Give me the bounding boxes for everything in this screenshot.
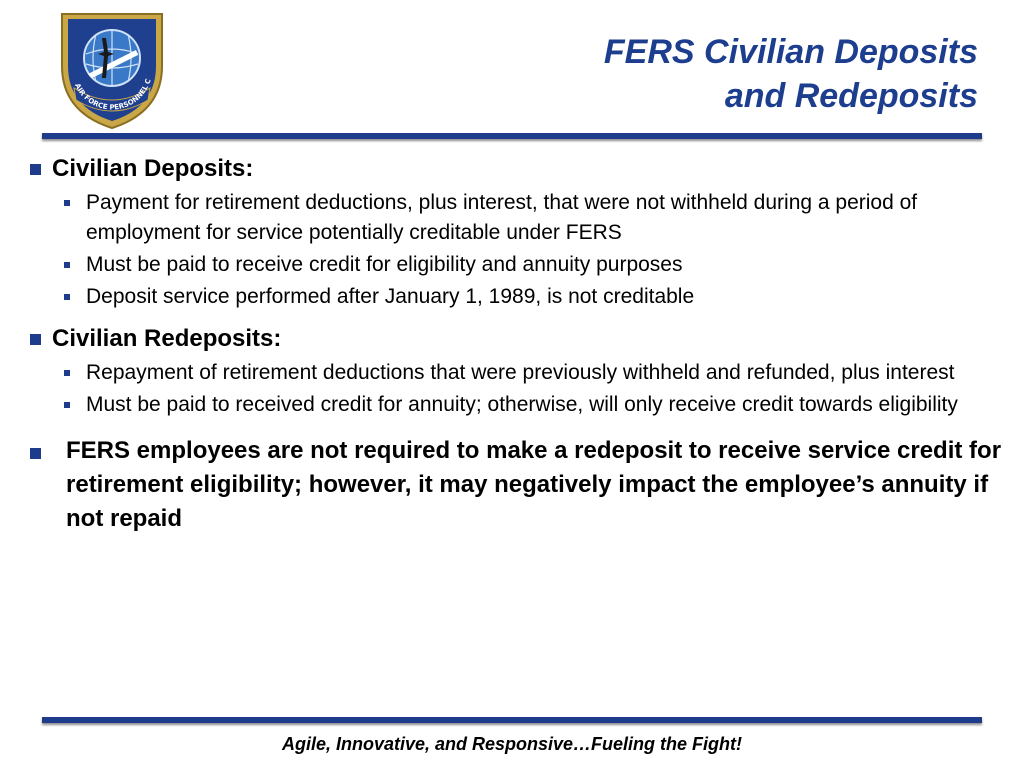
- section-civilian-redeposits: [30, 322, 1010, 420]
- list-item: [86, 250, 1010, 280]
- section-heading: Civilian Deposits:: [52, 155, 254, 182]
- list-item: [86, 358, 1010, 388]
- small-square-bullet-icon: [64, 370, 70, 376]
- list-item-text: Must be paid to receive credit for eligibility and annuity purposes: [86, 253, 683, 276]
- page-title: [604, 30, 978, 118]
- section-fers-note: [30, 434, 1010, 536]
- small-square-bullet-icon: [64, 402, 70, 408]
- list-item: [86, 390, 1010, 420]
- list-item-text: Deposit service performed after January 1, 1989, is not creditable: [86, 285, 695, 308]
- list-item-text: Payment for retirement deductions, plus interest, that were not withheld during a period of employment for service potentially creditable under FERS: [86, 191, 918, 244]
- section-heading: Civilian Redeposits:: [52, 325, 282, 352]
- afpc-logo: [50, 8, 174, 132]
- section-civilian-deposits: [30, 152, 1010, 312]
- footer-tagline: Agile, Innovative, and Responsive…Fueling the Fight!: [281, 734, 743, 754]
- sub-bullet-list: [30, 358, 1010, 420]
- list-item-text: Must be paid to received credit for annuity; otherwise, will only receive credit towards eligibility: [86, 393, 958, 416]
- small-square-bullet-icon: [64, 262, 70, 268]
- small-square-bullet-icon: [64, 200, 70, 206]
- list-item: [86, 188, 1010, 248]
- list-item-text: Repayment of retirement deductions that were previously withheld and refunded, plus interest: [86, 361, 955, 384]
- title-line-1: FERS Civilian Deposits: [603, 33, 978, 71]
- title-line-2: and Redeposits: [724, 77, 978, 115]
- slide-content: [30, 152, 1010, 536]
- logo-seal-text: AIR FORCE PERSONNEL C: [73, 77, 153, 112]
- header-divider: [42, 133, 982, 139]
- sub-bullet-list: [30, 188, 1010, 312]
- fers-note-text: FERS employees are not required to make a redeposit to receive service credit for retirement eligibility; however, it may negatively impact the employee’s annuity if not repaid: [66, 437, 1002, 532]
- square-bullet-icon: [30, 334, 41, 345]
- footer-divider: [42, 717, 982, 723]
- small-square-bullet-icon: [64, 294, 70, 300]
- list-item: [86, 282, 1010, 312]
- square-bullet-icon: [30, 448, 41, 459]
- square-bullet-icon: [30, 164, 41, 175]
- air-force-personnel-center-seal-icon: [50, 8, 174, 132]
